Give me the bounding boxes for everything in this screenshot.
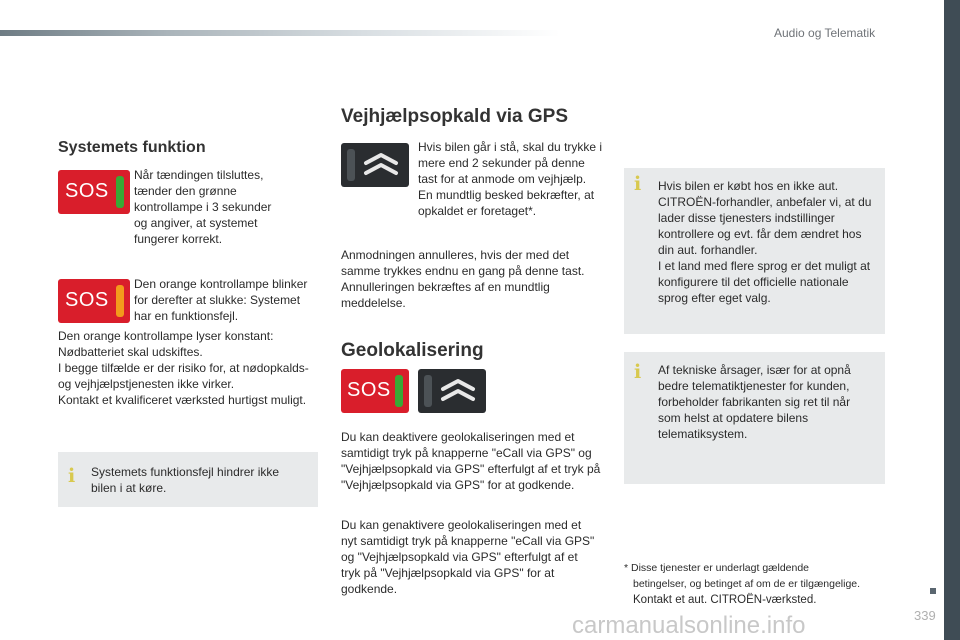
heading-vejhjaelp: Vejhjælpsopkald via GPS bbox=[341, 106, 569, 127]
heading-systemets-funktion: Systemets funktion bbox=[58, 139, 206, 156]
page-marker bbox=[930, 588, 936, 594]
footnote bbox=[624, 560, 894, 608]
note-box-dealer bbox=[624, 168, 885, 334]
footnote-line: * Disse tjenester er underlagt gældende bbox=[624, 562, 810, 574]
orange-constant-text bbox=[58, 328, 328, 408]
deactivate-text: Du kan deaktivere geolokaliseringen med et samtidigt tryk på knapperne "eCall via GPS" og "Vejhjælpsopkald via GPS" efterfulgt af et tryk på "Vejhjælpsopkald via GPS" for at godkende. bbox=[341, 430, 601, 492]
constant-line: I begge tilfælde er der risiko for, at nødopkalds- bbox=[58, 361, 309, 375]
constant-line: Kontakt et kvalificeret værksted hurtigst muligt. bbox=[58, 393, 307, 407]
dealer-note-text: Hvis bilen er købt hos en ikke aut. CITROËN-forhandler, anbefaler vi, at du lader disse tjenesters indstillinger kontrollere og evt. får dem ændret hos din aut. forhandler. I et land med flere sprog er det muligt at konfigurere til det officielle nationale sprog efter eget valg. bbox=[658, 179, 872, 305]
info-icon: i bbox=[68, 465, 76, 487]
constant-line: Den orange kontrollampe lyser konstant: bbox=[58, 329, 274, 343]
info-icon: i bbox=[634, 361, 642, 383]
constant-line: og vejhjælpstjenesten ikke virker. bbox=[58, 377, 235, 391]
header-bar bbox=[0, 30, 560, 36]
side-tab bbox=[944, 0, 960, 640]
heading-geolokalisering: Geolokalisering bbox=[341, 340, 484, 361]
green-lamp-icon bbox=[395, 375, 403, 407]
citroen-chevrons-icon bbox=[440, 377, 476, 405]
footnote-line: Kontakt et aut. CITROËN-værksted. bbox=[633, 594, 817, 606]
orange-lamp-icon bbox=[116, 285, 124, 317]
sos-button-green bbox=[58, 170, 130, 214]
sos-button-orange bbox=[58, 279, 130, 323]
assistance-button bbox=[418, 369, 486, 413]
footnote-line: betingelser, og betinget af om de er tilgængelige. bbox=[633, 578, 861, 590]
note-box-left bbox=[58, 452, 318, 507]
assistance-lamp-icon bbox=[424, 375, 432, 407]
sos-button bbox=[341, 369, 409, 413]
page-number: 339 bbox=[914, 608, 936, 623]
section-title: Audio og Telematik bbox=[774, 26, 876, 40]
citroen-chevrons-icon bbox=[363, 151, 399, 179]
orange-blink-text: Den orange kontrollampe blinker for derefter at slukke: Systemet har en funktionsfejl. bbox=[134, 277, 308, 323]
assistance-text: Hvis bilen går i stå, skal du trykke i mere end 2 sekunder på denne tast for at anmode om vejhjælp. En mundtlig besked bekræfter, at opkaldet er foretaget*. bbox=[418, 140, 603, 218]
sos-label: SOS bbox=[65, 180, 109, 202]
sos-label: SOS bbox=[65, 289, 109, 311]
assistance-lamp-icon bbox=[347, 149, 355, 181]
green-lamp-icon bbox=[116, 176, 124, 208]
green-lamp-text: Når tændingen tilsluttes, tænder den grønne kontrollampe i 3 sekunder og angiver, at systemet fungerer korrekt. bbox=[134, 168, 272, 246]
sos-label: SOS bbox=[347, 379, 391, 401]
note-text: Systemets funktionsfejl hindrer ikke bilen i at køre. bbox=[91, 465, 280, 495]
note-box-telematics bbox=[624, 352, 885, 484]
watermark: carmanualsonline.info bbox=[572, 612, 806, 639]
telematics-note-text: Af tekniske årsager, især for at opnå bedre telematiktjenester for kunden, forbeholder fabrikanten sig ret til når som helst at opdatere bilens telematiksystem. bbox=[658, 363, 851, 441]
cancel-text: Anmodningen annulleres, hvis der med det samme trykkes endnu en gang på denne tast. Annulleringen bekræftes af en mundtlig meddelelse. bbox=[341, 248, 585, 310]
assistance-button bbox=[341, 143, 409, 187]
reactivate-text: Du kan genaktivere geolokaliseringen med et nyt samtidigt tryk på knapperne "eCall via GPS" og "Vejhjælpsopkald via GPS" efterfulgt af et tryk på "Vejhjælpsopkald via GPS" for at godkende. bbox=[341, 518, 595, 596]
constant-line: Nødbatteriet skal udskiftes. bbox=[58, 345, 203, 359]
info-icon: i bbox=[634, 173, 642, 195]
